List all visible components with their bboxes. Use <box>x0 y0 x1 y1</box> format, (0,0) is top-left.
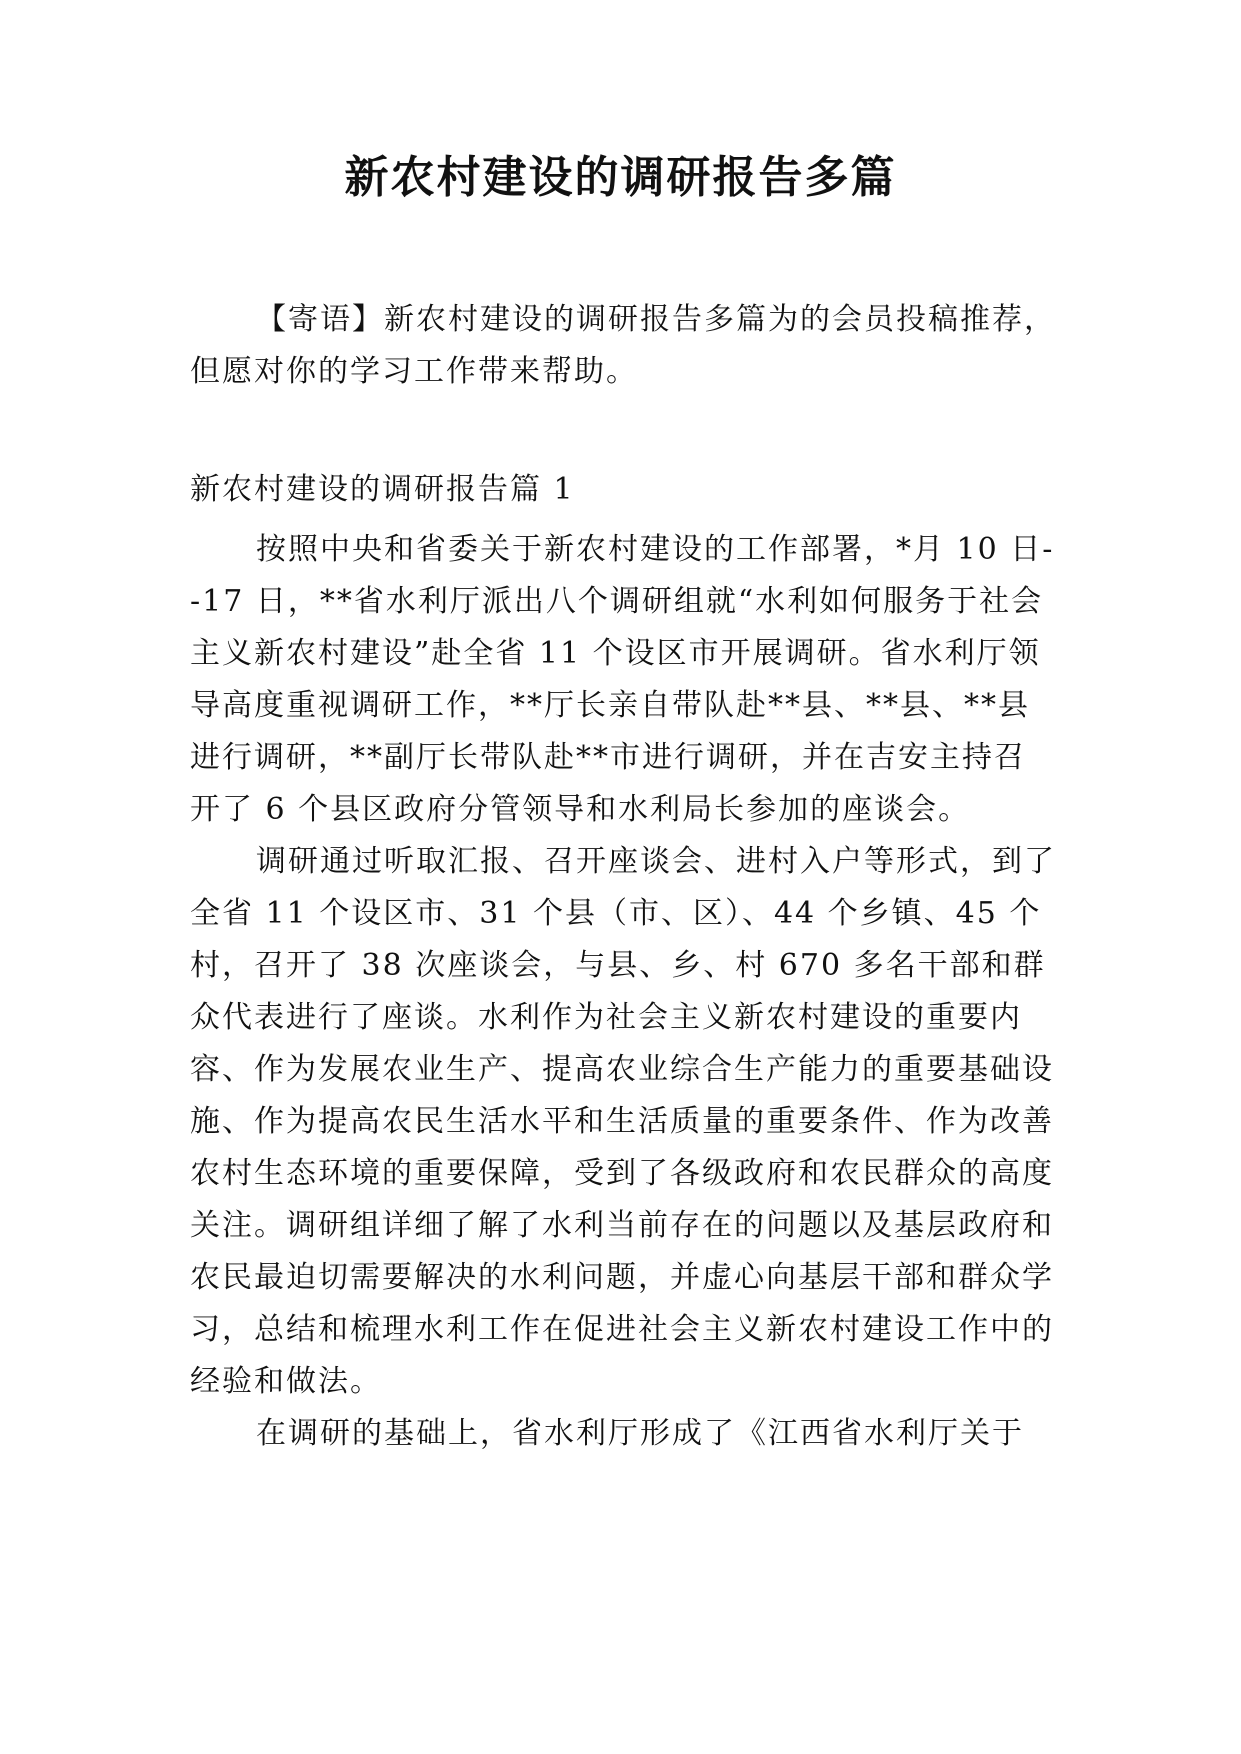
intro-text: 【寄语】新农村建设的调研报告多篇为的会员投稿推荐，但愿对你的学习工作带来帮助。 <box>190 302 1056 389</box>
section-heading: 新农村建设的调研报告篇 1 <box>190 472 575 507</box>
body-paragraph: 调研通过听取汇报、召开座谈会、进村入户等形式，到了全省 11 个设区市、31 个县（市、区）、44 个乡镇、45 个村，召开了 38 次座谈会，与县、乡、村 670 多名干部和群众代表进行了座谈。水利作为社会主义新农村建设的重要内容、作为发展农业生产、提高农业综合生产能力的重要基础设施、作为提高农民生活水平和生活质量的重要条件、作为改善农村生态环境的重要保障，受到了各级政府和农民群众的高度关注。调研组详细了解了水利当前存在的问题以及基层政府和农民最迫切需要解决的水利问题，并虚心向基层干部和群众学习，总结和梳理水利工作在促进社会主义新农村建设工作中的经验和做法。 <box>190 844 1056 1399</box>
body-paragraph: 按照中央和省委关于新农村建设的工作部署，*月 10 日--17 日，**省水利厅派出八个调研组就“水利如何服务于社会主义新农村建设”赴全省 11 个设区市开展调研。省水利厅领导高度重视调研工作，**厅长亲自带队赴**县、**县、**县进行调研，**副厅长带队赴**市进行调研，并在吉安主持召开了 6 个县区政府分管领导和水利局长参加的座谈会。 <box>190 532 1055 827</box>
intro-paragraph <box>190 294 1056 406</box>
section-content <box>190 524 1056 1674</box>
body-paragraph: 在调研的基础上，省水利厅形成了《江西省水利厅关于 <box>256 1416 1024 1451</box>
document-title: 新农村建设的调研报告多篇 <box>344 152 897 203</box>
